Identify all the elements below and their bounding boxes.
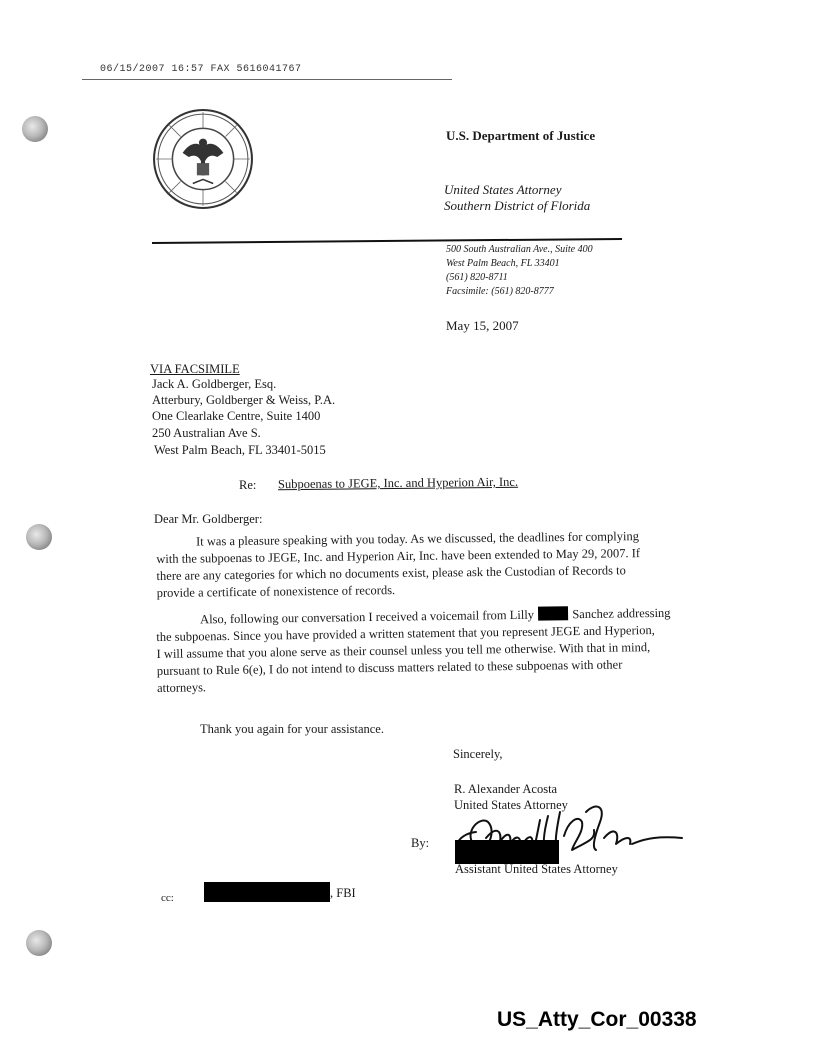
p2-line-4: pursuant to Rule 6(e), I do not intend to discuss matters related to these subpoenas with other — [156, 657, 623, 678]
doj-seal-icon — [152, 108, 254, 210]
letter-date: May 15, 2007 — [446, 318, 519, 333]
re-label: Re: — [239, 478, 257, 492]
recipient-building: One Clearlake Centre, Suite 1400 — [152, 409, 321, 423]
closing-name: R. Alexander Acosta — [454, 782, 558, 796]
p1-line-4: provide a certificate of nonexistence of records. — [156, 583, 396, 600]
p1-line-3: there are any categories for which no documents exist, please ask the Custodian of Records to — [156, 563, 626, 583]
paragraph-3: Thank you again for your assistance. — [200, 722, 384, 736]
redaction-cc-name — [204, 882, 330, 902]
address-fax: Facsimile: (561) 820-8777 — [446, 286, 554, 297]
punch-hole-top — [22, 116, 48, 142]
p2-line-2: the subpoenas. Since you have provided a written statement that you represent JEGE and Hyperion, — [156, 623, 655, 644]
redaction-signer-name — [455, 840, 559, 864]
re-subject: Subpoenas to JEGE, Inc. and Hyperion Air, Inc. — [277, 474, 519, 492]
paragraph-2 — [156, 605, 672, 697]
fax-header-rule — [82, 79, 452, 80]
recipient-street: 250 Australian Ave S. — [152, 426, 261, 440]
cc-suffix: , FBI — [330, 886, 356, 900]
signer-title: Assistant United States Attorney — [455, 862, 618, 876]
p2-line-5: attorneys. — [156, 680, 207, 695]
department-name: U.S. Department of Justice — [446, 128, 596, 143]
salutation: Dear Mr. Goldberger: — [154, 512, 263, 526]
recipient-firm: Atterbury, Goldberger & Weiss, P.A. — [152, 393, 336, 407]
paragraph-1 — [156, 528, 641, 602]
office-line-1: United States Attorney — [444, 182, 562, 197]
cc-label: cc: — [161, 892, 174, 904]
bates-number: US_Atty_Cor_00338 — [497, 1008, 697, 1031]
closing-by: By: — [411, 836, 430, 850]
p1-line-2: with the subpoenas to JEGE, Inc. and Hyperion Air, Inc. have been extended to May 29, 2007. If — [156, 546, 641, 566]
redaction-name — [538, 606, 568, 620]
punch-hole-bottom — [26, 930, 52, 956]
fax-header: 06/15/2007 16:57 FAX 5616041767 — [100, 64, 302, 75]
address-line-1: 500 South Australian Ave., Suite 400 — [446, 244, 593, 255]
punch-hole-middle — [26, 524, 52, 550]
p2-line-1-after: Sanchez addressing — [572, 605, 671, 622]
p1-line-1: It was a pleasure speaking with you today. As we discussed, the deadlines for complying — [196, 529, 639, 549]
address-line-2: West Palm Beach, FL 33401 — [446, 258, 560, 269]
p2-line-1-before: Also, following our conversation I received a voicemail from Lilly — [200, 607, 535, 627]
recipient-name: Jack A. Goldberger, Esq. — [152, 377, 277, 391]
via-facsimile: VIA FACSIMILE — [150, 362, 240, 376]
closing-sincerely: Sincerely, — [453, 747, 503, 761]
office-line-2: Southern District of Florida — [444, 198, 591, 213]
p2-line-3: I will assume that you alone serve as their counsel unless you tell me otherwise. With that in mind, — [156, 640, 651, 661]
recipient-city: West Palm Beach, FL 33401-5015 — [154, 443, 326, 457]
address-phone: (561) 820-8711 — [446, 272, 508, 283]
closing-title: United States Attorney — [454, 798, 568, 812]
